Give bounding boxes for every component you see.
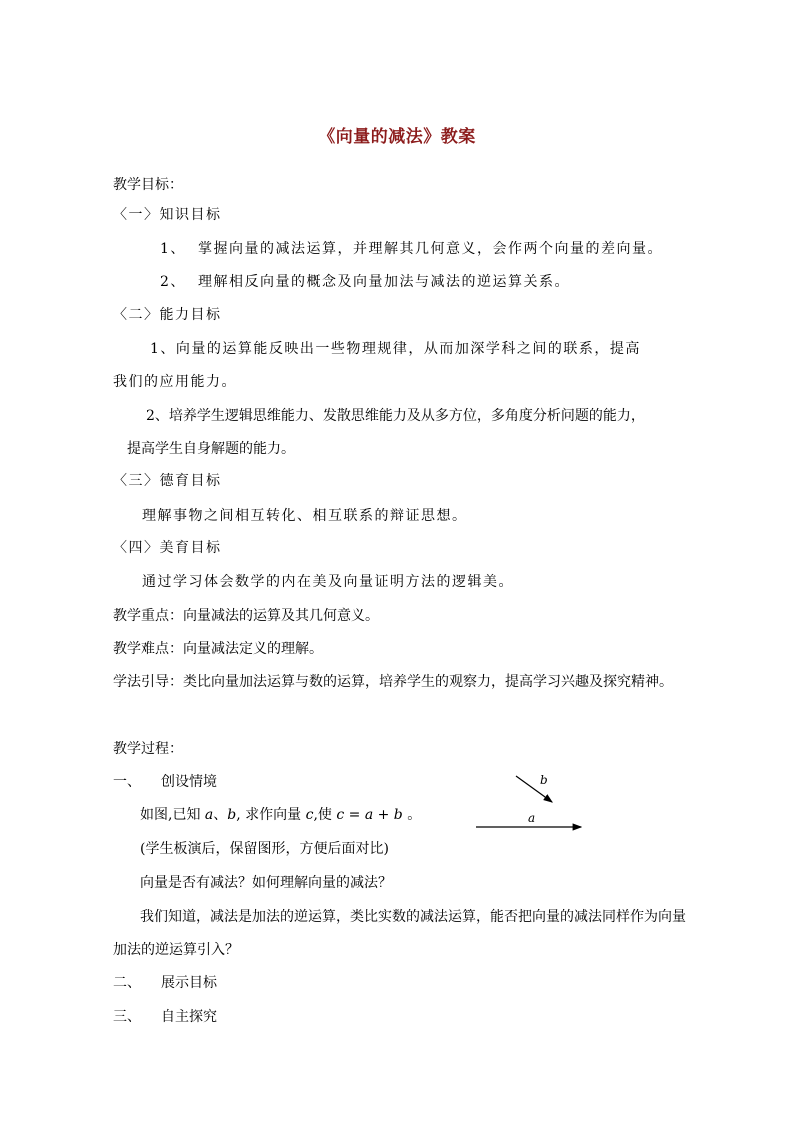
intro-text-2: , 求作向量 <box>236 807 306 823</box>
knowledge-item-2-number: 2、 <box>160 274 186 290</box>
ability-item-2-line-2: 提高学生自身解题的能力。 <box>127 441 295 457</box>
aesthetic-goals-text: 通过学习体会数学的内在美及向量证明方法的逻辑美。 <box>142 574 514 590</box>
subtraction-question: 向量是否有减法？如何理解向量的减法？ <box>140 875 392 891</box>
ability-item-1-line-1: 1、向量的运算能反映出一些物理规律，从而加深学科之间的联系，提高 <box>150 341 641 357</box>
intro-text-1: 如图,已知 <box>140 807 205 823</box>
analogy-paragraph-line-1: 我们知道，减法是加法的逆运算，类比实数的减法运算，能否把向量的减法同样作为向量 <box>140 909 686 925</box>
formula: c = a + b <box>336 807 403 823</box>
knowledge-item-2 <box>160 273 570 291</box>
process-heading: 教学过程： <box>113 741 183 757</box>
goals-heading: 教学目标： <box>113 177 183 193</box>
vector-a-label: a <box>528 811 536 825</box>
moral-goals-text: 理解事物之间相互转化、相互联系的辩证思想。 <box>142 508 468 524</box>
vector-c: c <box>305 807 314 823</box>
document-title: 《向量的减法》教案 <box>318 127 476 147</box>
section-1-title: 创设情境 <box>161 774 217 790</box>
section-3-heading <box>113 1008 217 1026</box>
board-note: (学生板演后，保留图形，方便后面对比) <box>140 841 389 857</box>
ability-item-2-line-1: 2、培养学生逻辑思维能力、发散思维能力及从多方位，多角度分析问题的能力， <box>146 408 645 424</box>
vector-b-label: b <box>540 773 548 787</box>
learning-method: 学法引导：类比向量加法运算与数的运算，培养学生的观察力，提高学习兴趣及探究精神。 <box>113 674 673 690</box>
knowledge-item-1-text: 掌握向量的减法运算，并理解其几何意义，会作两个向量的差向量。 <box>198 241 663 257</box>
section-3-title: 自主探究 <box>161 1009 217 1025</box>
knowledge-item-2-text: 理解相反向量的概念及向量加法与减法的逆运算关系。 <box>198 274 570 290</box>
section-2-number: 二、 <box>113 975 141 991</box>
ability-goals-heading: 〈二〉能力目标 <box>113 307 222 323</box>
section-1-number: 一、 <box>113 774 141 790</box>
moral-goals-heading: 〈三〉德育目标 <box>113 473 222 489</box>
vector-a: a <box>204 807 214 823</box>
knowledge-goals-heading: 〈一〉知识目标 <box>113 207 222 223</box>
section-2-title: 展示目标 <box>161 975 217 991</box>
knowledge-item-1 <box>160 240 663 258</box>
section-2-heading <box>113 974 217 992</box>
intro-question <box>140 806 421 824</box>
section-1-heading <box>113 773 217 791</box>
difficulty: 教学难点：向量减法定义的理解。 <box>113 641 323 657</box>
ability-item-1-line-2: 我们的应用能力。 <box>113 374 237 390</box>
vector-b: b <box>227 807 237 823</box>
section-3-number: 三、 <box>113 1009 141 1025</box>
knowledge-item-1-number: 1、 <box>160 241 186 257</box>
key-point: 教学重点：向量减法的运算及其几何意义。 <box>113 608 379 624</box>
intro-separator: 、 <box>213 807 228 823</box>
vector-diagram <box>470 768 590 838</box>
aesthetic-goals-heading: 〈四〉美育目标 <box>113 540 222 556</box>
analogy-paragraph-line-2: 加法的逆运算引入？ <box>113 942 239 958</box>
intro-text-4: 。 <box>402 807 422 823</box>
intro-text-3: ,使 <box>313 807 337 823</box>
